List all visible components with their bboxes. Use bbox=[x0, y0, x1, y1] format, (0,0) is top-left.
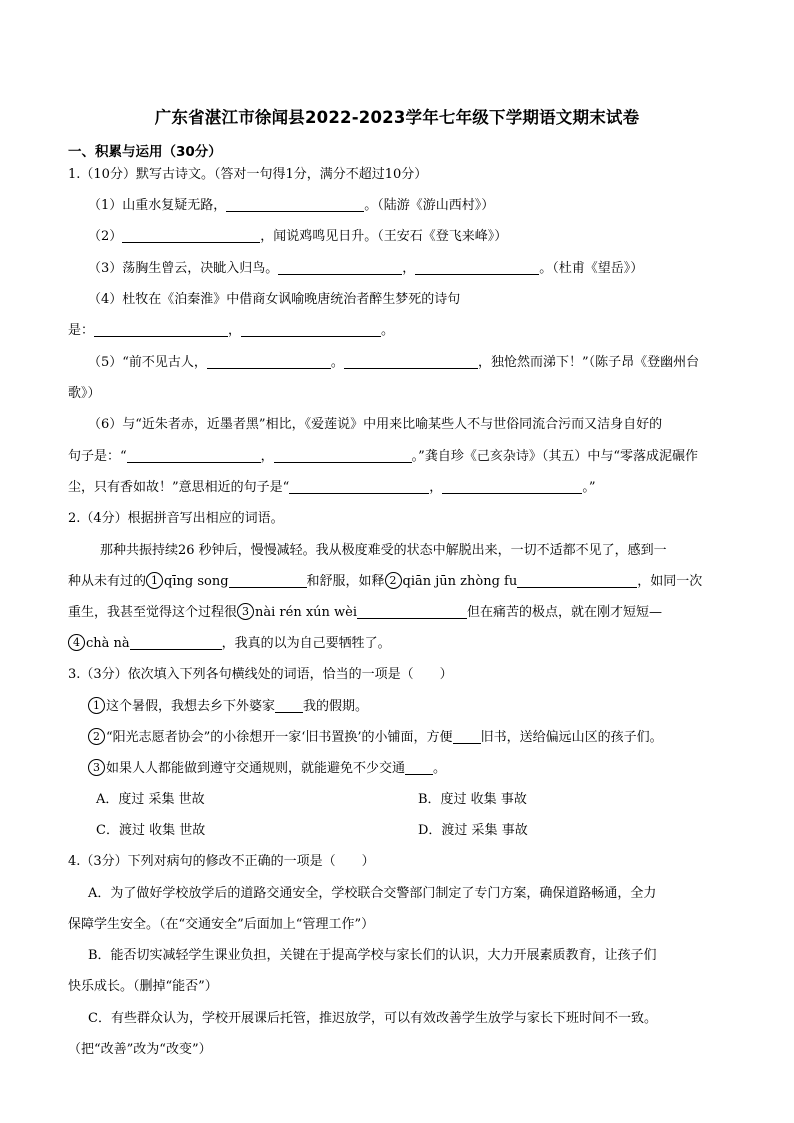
circled-number: 1 bbox=[88, 697, 105, 714]
q1-item-5-cont: 歌》） bbox=[68, 386, 101, 401]
circled-number: 2 bbox=[88, 728, 105, 745]
q1-item-4-answer: 是： ， 。 bbox=[68, 323, 395, 338]
answer-blank[interactable] bbox=[207, 354, 331, 369]
q2-passage-line3: 重生，我甚至觉得这个过程很 3 nài rén xún wèi 但在痛苦的极点，就在刚才短短— bbox=[68, 605, 663, 620]
answer-blank[interactable] bbox=[241, 322, 381, 337]
answer-blank[interactable] bbox=[453, 729, 481, 744]
page-title: 广东省湛江市徐闻县2022-2023学年七年级下学期语文期末试卷 bbox=[154, 108, 640, 127]
q1-item-5: （5）“前不见古人， 。 ，独怆然而涕下！”（陈子昂《登幽州台 bbox=[88, 355, 700, 370]
answer-blank[interactable] bbox=[130, 635, 222, 650]
circled-number: 3 bbox=[88, 759, 105, 776]
answer-blank[interactable] bbox=[357, 604, 467, 619]
answer-blank[interactable] bbox=[415, 260, 539, 275]
circled-number: 2 bbox=[385, 572, 402, 589]
q3-sentence-2: 2 “阳光志愿者协会”的小徐想开一家‘旧书置换’的小铺面，方便 旧书，送给偏远山区的孩子们。 bbox=[88, 728, 663, 748]
q1-item-3: （3）荡胸生曾云，决眦入归鸟。 ， 。（杜甫《望岳》） bbox=[88, 261, 644, 276]
q1-item-1: （1）山重水复疑无路， 。（陆游《游山西村》） bbox=[88, 198, 495, 213]
q4-option-c[interactable]: C．有些群众认为，学校开展课后托管，推迟放学，可以有效改善学生放学与家长下班时间不一致。 bbox=[88, 1011, 657, 1026]
q4-option-a[interactable]: A．为了做好学校放学后的道路交通安全，学校联合交警部门制定了专门方案，确保道路畅通，全力 bbox=[88, 886, 657, 901]
q3-stem: 3.（3分）依次填入下列各句横线处的词语，恰当的一项是（ ） bbox=[68, 667, 453, 682]
answer-blank[interactable] bbox=[229, 573, 307, 588]
q1-item-2: （2） ，闻说鸡鸣见日升。（王安石《登飞来峰》） bbox=[88, 229, 508, 244]
answer-blank[interactable] bbox=[289, 479, 429, 494]
q4-option-c-cont: （把“改善”改为“改变”） bbox=[68, 1042, 212, 1057]
answer-blank[interactable] bbox=[122, 228, 260, 243]
q3-sentence-3: 3 如果人人都能做到遵守交通规则，就能避免不少交通 。 bbox=[88, 759, 446, 779]
q4-option-b-cont: 快乐成长。（删掉“能否”） bbox=[68, 979, 218, 994]
q3-option-b[interactable]: B．度过 收集 事故 bbox=[418, 792, 527, 807]
answer-blank[interactable] bbox=[275, 698, 303, 713]
answer-blank[interactable] bbox=[517, 573, 637, 588]
q3-option-c[interactable]: C．渡过 收集 世故 bbox=[96, 823, 206, 838]
q1-item-6-line3: 尘，只有香如故！”意思相近的句子是“ ， 。” bbox=[68, 480, 596, 495]
q3-option-a[interactable]: A．度过 采集 世故 bbox=[96, 792, 205, 807]
answer-blank[interactable] bbox=[405, 760, 433, 775]
q4-stem: 4.（3分）下列对病句的修改不正确的一项是（ ） bbox=[68, 854, 375, 869]
answer-blank[interactable] bbox=[226, 197, 364, 212]
q2-passage-line4: 4 chà nà ，我真的以为自己要牺牲了。 bbox=[68, 634, 391, 654]
q2-passage-line2: 种从未有过的 1 qīng song 和舒服，如释 2 qiān jūn zhòng fu ，如同一次 bbox=[68, 574, 703, 589]
q3-option-d[interactable]: D．渡过 采集 事故 bbox=[418, 823, 528, 838]
answer-blank[interactable] bbox=[127, 448, 261, 463]
q1-item-6: （6）与“近朱者赤，近墨者黑”相比，《爱莲说》中用来比喻某些人不与世俗同流合污而又洁身自好的 bbox=[88, 417, 663, 432]
answer-blank[interactable] bbox=[278, 260, 402, 275]
q1-item-4: （4）杜牧在《泊秦淮》中借商女讽喻晚唐统治者醉生梦死的诗句 bbox=[88, 292, 461, 307]
answer-blank[interactable] bbox=[94, 322, 228, 337]
circled-number: 1 bbox=[146, 572, 163, 589]
answer-blank[interactable] bbox=[442, 479, 582, 494]
q3-sentence-1: 1 这个暑假，我想去乡下外婆家 我的假期。 bbox=[88, 697, 368, 717]
circled-number: 3 bbox=[237, 603, 254, 620]
q4-option-a-cont: 保障学生安全。（在“交通安全”后面加上“管理工作”） bbox=[68, 917, 375, 932]
q1-stem: 1.（10分）默写古诗文。（答对一句得1分，满分不超过10分） bbox=[68, 167, 428, 182]
section-heading: 一、积累与运用（30分） bbox=[68, 144, 222, 160]
q1-item-6-line2: 句子是：“ ， 。”龚自珍《己亥杂诗》（其五）中与“零落成泥碾作 bbox=[68, 449, 698, 464]
circled-number: 4 bbox=[68, 634, 85, 651]
answer-blank[interactable] bbox=[344, 354, 478, 369]
q2-passage-line1: 那种共振持续26 秒钟后，慢慢减轻。我从极度难受的状态中解脱出来，一切不适都不见了，感到一 bbox=[100, 543, 667, 558]
q2-stem: 2.（4分）根据拼音写出相应的词语。 bbox=[68, 511, 284, 526]
q4-option-b[interactable]: B．能否切实减轻学生课业负担，关键在于提高学校与家长们的认识，大力开展素质教育，让孩子们 bbox=[88, 948, 657, 963]
answer-blank[interactable] bbox=[274, 448, 412, 463]
